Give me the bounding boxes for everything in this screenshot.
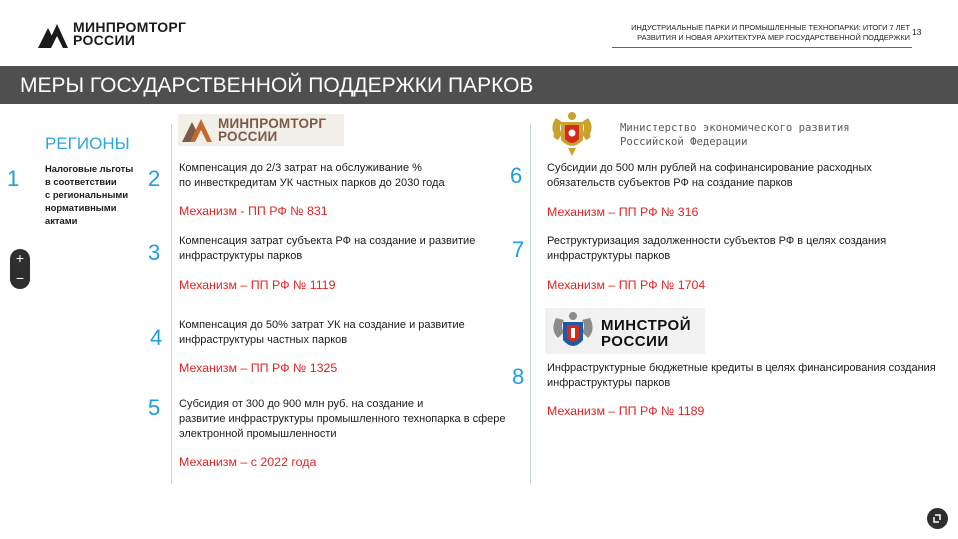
measure-5-mechanism: Механизм – с 2022 года xyxy=(179,455,317,469)
item-number-7: 7 xyxy=(512,237,525,262)
measure-line: Инфраструктурные бюджетные кредиты в целях финансирования создания xyxy=(547,362,936,374)
tax-line: в соответствии xyxy=(45,176,117,187)
item-number-2: 2 xyxy=(148,166,161,191)
regional-tax-benefits xyxy=(45,162,145,227)
item-number-8: 8 xyxy=(512,364,525,389)
measure-4-text xyxy=(179,318,465,348)
measure-line: инфраструктуры парков xyxy=(179,250,303,262)
measure-line: Субсидии до 500 млн рублей на софинансирование расходных xyxy=(547,162,872,174)
minpromtorg-header-logo xyxy=(38,18,198,50)
tax-line: Налоговые льготы xyxy=(45,163,134,174)
measure-line: обязательств субъектов РФ на создание парков xyxy=(547,177,793,189)
regions-heading: РЕГИОНЫ xyxy=(45,134,130,153)
item-number-6: 6 xyxy=(510,163,523,188)
measure-line: Реструктуризация задолженности субъектов РФ в целях создания xyxy=(547,235,887,247)
measure-4-mechanism: Механизм – ПП РФ № 1325 xyxy=(179,361,338,375)
ministry-name-line1: Министерство экономического развития xyxy=(620,122,850,134)
measure-line: Компенсация до 50% затрат УК на создание и развитие xyxy=(179,319,465,331)
minstroy-logo-line1: МИНСТРОЙ xyxy=(601,317,691,334)
section-banner xyxy=(0,66,958,104)
tax-line: нормативными xyxy=(45,202,117,213)
measure-line: инфраструктуры парков xyxy=(547,250,671,262)
measure-5-text xyxy=(179,397,506,442)
measure-line: Субсидия от 300 до 900 млн руб. на создание и xyxy=(179,398,424,410)
measure-3-text xyxy=(179,234,475,264)
item-number-3: 3 xyxy=(148,240,161,265)
document-title xyxy=(580,23,910,43)
minpromtorg-logo xyxy=(178,114,344,146)
coat-of-arms-icon xyxy=(548,108,596,158)
measure-7-text xyxy=(547,234,886,264)
item-number-4: 4 xyxy=(150,325,163,350)
measure-line: инфраструктуры частных парков xyxy=(179,334,348,346)
minstroy-logo-text xyxy=(601,318,691,350)
column-divider xyxy=(530,124,531,484)
item-number-5: 5 xyxy=(148,395,161,420)
document-title-line1: ИНДУСТРИАЛЬНЫЕ ПАРКИ И ПРОМЫШЛЕННЫЕ ТЕХНОПАРКИ: ИТОГИ 7 ЛЕТ xyxy=(631,23,910,32)
minstroy-logo-line2: РОССИИ xyxy=(601,333,669,350)
measure-line: Компенсация затрат субъекта РФ на создание и развитие xyxy=(179,235,476,247)
measure-2-mechanism: Механизм - ПП РФ № 831 xyxy=(179,204,328,218)
measure-2-text xyxy=(179,161,445,191)
fullscreen-button[interactable] xyxy=(927,508,948,529)
minstroy-emblem-icon xyxy=(550,310,596,356)
ministry-name-line2: Российской Федерации xyxy=(620,136,748,148)
header-logo-text xyxy=(73,21,186,47)
item-number-1: 1 xyxy=(7,166,20,191)
zoom-in-button[interactable]: + xyxy=(15,250,25,266)
measure-7-mechanism: Механизм – ПП РФ № 1704 xyxy=(547,278,706,292)
measure-8-text xyxy=(547,361,936,391)
measure-6-mechanism: Механизм – ПП РФ № 316 xyxy=(547,205,699,219)
measure-3-mechanism: Механизм – ПП РФ № 1119 xyxy=(179,278,336,292)
measure-line: по инвесткредитам УК частных парков до 2030 года xyxy=(179,177,445,189)
measure-line: развитие инфраструктуры промышленного технопарка в сфере xyxy=(179,413,506,425)
measure-line: инфраструктуры парков xyxy=(547,377,671,389)
minpromtorg-logo-icon xyxy=(38,24,70,48)
tax-line: с региональными xyxy=(45,189,129,200)
measure-line: электронной промышленности xyxy=(179,428,337,440)
mineconomdevelopment-name xyxy=(620,121,850,149)
header-logo-line1: МИНПРОМТОРГ xyxy=(73,19,187,35)
column-divider xyxy=(171,124,172,484)
document-title-line2: РАЗВИТИЯ И НОВАЯ АРХИТЕКТУРА МЕР ГОСУДАРСТВЕННОЙ ПОДДЕРЖКИ xyxy=(637,33,910,42)
zoom-control xyxy=(10,249,30,289)
header-logo-line2: РОССИИ xyxy=(73,32,136,48)
expand-icon xyxy=(927,508,948,529)
slide-title: МЕРЫ ГОСУДАРСТВЕННОЙ ПОДДЕРЖКИ ПАРКОВ xyxy=(20,74,534,97)
zoom-out-button[interactable]: − xyxy=(15,270,25,286)
tax-line: актами xyxy=(45,215,78,226)
page-number: 13 xyxy=(912,27,922,37)
minpromtorg-logo-icon xyxy=(181,118,215,142)
measure-line: Компенсация до 2/3 затрат на обслуживание % xyxy=(179,162,422,174)
minpromtorg-logo-line2: РОССИИ xyxy=(218,129,278,144)
header-divider xyxy=(612,47,912,48)
measure-8-mechanism: Механизм – ПП РФ № 1189 xyxy=(547,404,705,418)
measure-6-text xyxy=(547,161,872,191)
minpromtorg-logo-line1: МИНПРОМТОРГ xyxy=(218,116,327,131)
minpromtorg-logo-text xyxy=(218,117,326,143)
